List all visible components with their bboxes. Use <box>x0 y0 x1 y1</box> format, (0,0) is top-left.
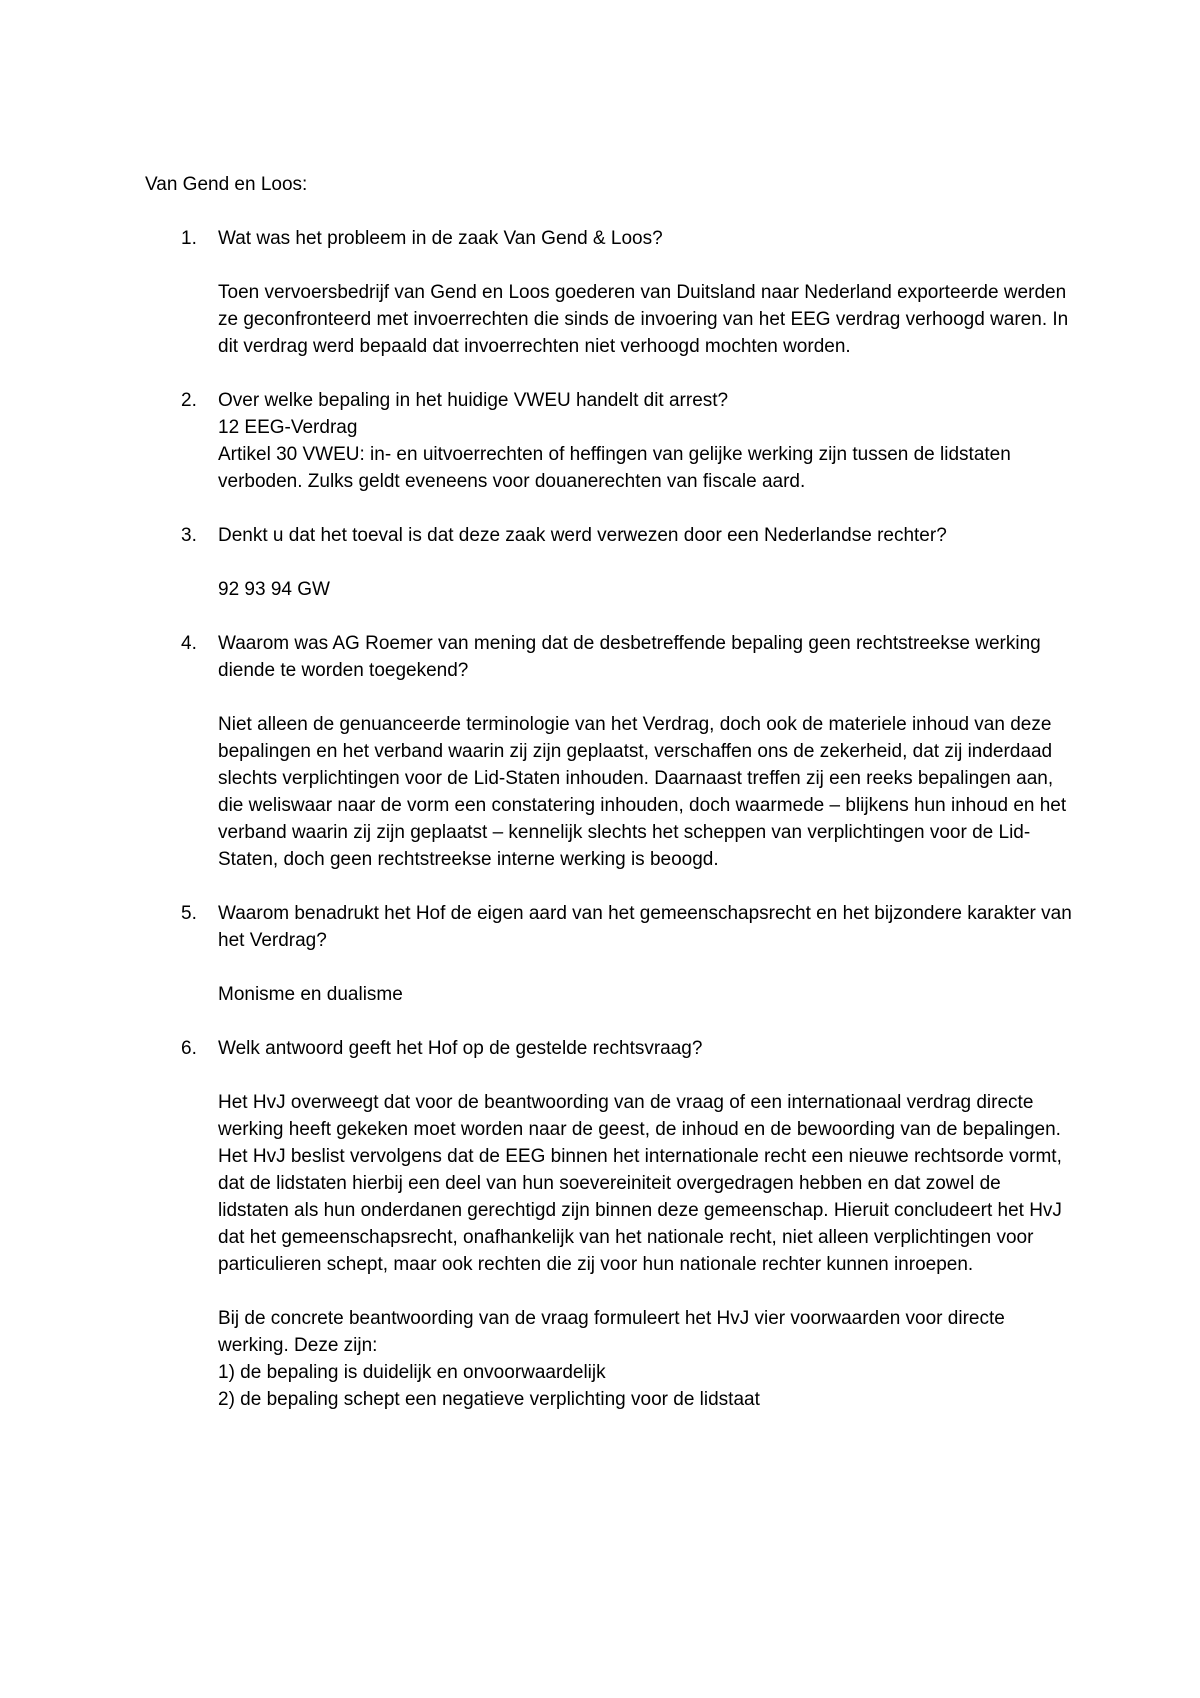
question-number: 2. <box>181 390 197 411</box>
question-text: Waarom benadrukt het Hof de eigen aard van het gemeenschapsrecht en het bijzondere karakter van het Verdrag? <box>218 903 1072 951</box>
answer-text: Monisme en dualisme <box>218 984 403 1005</box>
answer-text: Het HvJ overweegt dat voor de beantwoording van de vraag of een internationaal verdrag directe werking heeft gekeken moet worden naar de geest, de inhoud en de bewoording van de bepalingen. Het HvJ beslist vervolgens dat de EEG binnen het internationale recht een nieuwe rechtsorde vormt, dat de lidstaten hierbij een deel van hun soevereiniteit overgedragen hebben en dat zowel de lidstaten als hun onderdanen gerechtigd zijn binnen deze gemeenschap. Hieruit concludeert het HvJ dat het gemeenschapsrecht, onafhankelijk van het nationale recht, niet alleen verplichtingen voor particulieren schept, maar ook rechten die zij voor hun nationale rechter kunnen inroepen. <box>218 1092 1062 1275</box>
question-item-4 <box>145 630 1075 873</box>
question-item-5 <box>145 900 1075 1008</box>
question-text: Waarom was AG Roemer van mening dat de desbetreffende bepaling geen rechtstreekse werking diende te worden toegekend? <box>218 633 1041 681</box>
answer-text: 92 93 94 GW <box>218 579 330 600</box>
question-number: 5. <box>181 903 197 924</box>
question-item-3 <box>145 522 1075 603</box>
question-number: 1. <box>181 228 197 249</box>
answer-text-conditions-intro: Bij de concrete beantwoording van de vraag formuleert het HvJ vier voorwaarden voor directe werking. Deze zijn: <box>218 1308 1005 1356</box>
question-number: 3. <box>181 525 197 546</box>
question-item-1 <box>145 225 1075 360</box>
question-number: 4. <box>181 633 197 654</box>
condition-item: 2) de bepaling schept een negatieve verplichting voor de lidstaat <box>218 1389 760 1410</box>
question-text: Over welke bepaling in het huidige VWEU handelt dit arrest? <box>218 390 729 411</box>
answer-text: Toen vervoersbedrijf van Gend en Loos goederen van Duitsland naar Nederland exporteerde werden ze geconfronteerd met invoerrechten die sinds de invoering van het EEG verdrag verhoogd waren. In dit verdrag werd bepaald dat invoerrechten niet verhoogd mochten worden. <box>218 282 1069 357</box>
question-text: Denkt u dat het toeval is dat deze zaak werd verwezen door een Nederlandse rechter? <box>218 525 947 546</box>
answer-text: Niet alleen de genuanceerde terminologie van het Verdrag, doch ook de materiele inhoud van deze bepalingen en het verband waarin zij zijn geplaatst, verschaffen ons de zekerheid, dat zij inderdaad slechts verplichtingen voor de Lid-Staten inhouden. Daarnaast treffen zij een reeks bepalingen aan, die weliswaar naar de vorm een constatering inhouden, doch waarmede – blijkens hun inhoud en het verband waarin zij zijn geplaatst – kennelijk slechts het scheppen van verplichtingen voor de Lid-Staten, doch geen rechtstreekse interne werking is beoogd. <box>218 714 1067 870</box>
question-text: Welk antwoord geeft het Hof op de gestelde rechtsvraag? <box>218 1038 703 1059</box>
document-page <box>145 171 1075 1440</box>
document-title: Van Gend en Loos: <box>145 174 308 195</box>
question-item-6 <box>145 1035 1075 1413</box>
question-number: 6. <box>181 1038 197 1059</box>
condition-item: 1) de bepaling is duidelijk en onvoorwaardelijk <box>218 1362 606 1383</box>
question-item-2 <box>145 387 1075 495</box>
answer-line: 12 EEG-Verdrag <box>218 417 358 438</box>
question-text: Wat was het probleem in de zaak Van Gend & Loos? <box>218 228 663 249</box>
answer-line: Artikel 30 VWEU: in- en uitvoerrechten of heffingen van gelijke werking zijn tussen de lidstaten verboden. Zulks geldt eveneens voor douanerechten van fiscale aard. <box>218 444 1011 492</box>
question-list <box>145 225 1075 1413</box>
